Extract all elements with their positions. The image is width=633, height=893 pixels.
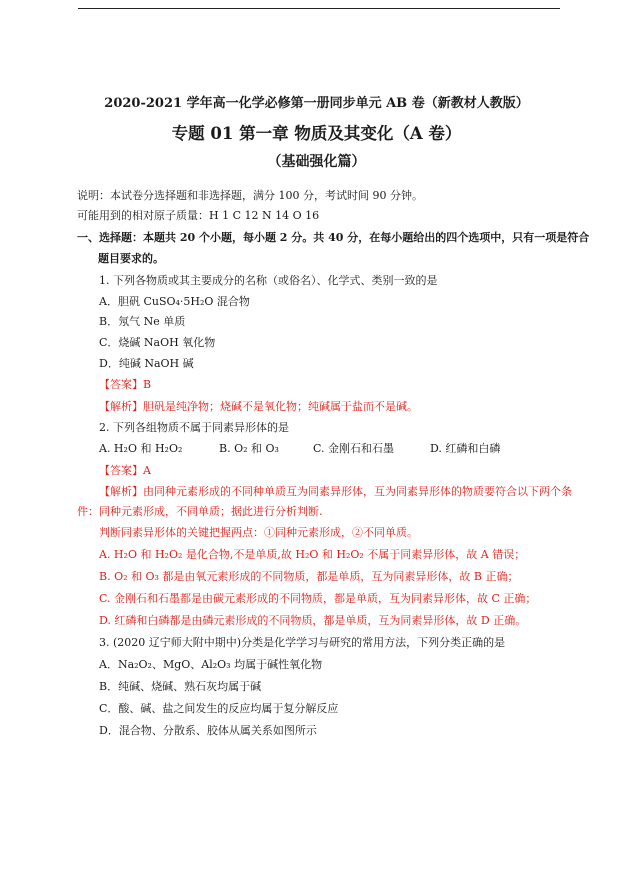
q2-explain-b: B. O₂ 和 O₃ 都是由氧元素形成的不同物质，都是单质，互为同素异形体，故 B 正确； — [99, 570, 519, 583]
q2-answer: 【答案】A — [99, 464, 151, 477]
q3-option-a: A．Na₂O₂、MgO、Al₂O₃ 均属于碱性氧化物 — [99, 658, 323, 671]
doc-section-title: （基础强化篇） — [267, 154, 366, 170]
q3-option-d: D．混合物、分散系、胶体从属关系如图所示 — [99, 724, 317, 737]
section1-heading: 一、选择题：本题共 20 个小题，每小题 2 分。共 40 分，在每小题给出的四个选项中，只有一项是符合 — [77, 231, 590, 244]
header-rule — [78, 8, 560, 9]
q1-option-b: B．氖气 Ne 单质 — [99, 315, 186, 328]
q2-explain-a: A. H₂O 和 H₂O₂ 是化合物,不是单质,故 H₂O 和 H₂O₂ 不属于同素异形体，故 A 错误； — [99, 548, 526, 561]
q3-option-c: C．酸、碱、盐之间发生的反应均属于复分解反应 — [99, 702, 339, 715]
q2-option-a: A. H₂O 和 H₂O₂ — [99, 442, 183, 455]
q1-option-c: C．烧碱 NaOH 氧化物 — [99, 336, 216, 349]
q2-analysis-1: 【解析】由同种元素形成的不同种单质互为同素异形体，互为同素异形体的物质要符合以下两个条 — [99, 485, 572, 498]
q2-analysis-2: 件：同种元素形成，不同单质；据此进行分析判断. — [77, 505, 323, 518]
doc-subtitle: 专题 01 第一章 物质及其变化（A 卷） — [171, 124, 462, 143]
q1-option-d: D．纯碱 NaOH 碱 — [99, 357, 194, 370]
q2-option-c: C. 金刚石和石墨 — [313, 442, 395, 455]
intro-note: 说明：本试卷分选择题和非选择题，满分 100 分，考试时间 90 分钟。 — [77, 189, 423, 202]
q2-explain-d: D. 红磷和白磷都是由磷元素形成的不同物质，都是单质，互为同素异形体，故 D 正确。 — [99, 614, 527, 627]
q1-analysis: 【解析】胆矾是纯净物；烧碱不是氧化物；纯碱属于盐而不是碱。 — [99, 400, 418, 413]
section1-heading-cont: 题目要求的。 — [98, 252, 164, 265]
q3-option-b: B．纯碱、烧碱、熟石灰均属于碱 — [99, 680, 262, 693]
q2-analysis-3: 判断同素异形体的关键把握两点：①同种元素形成，②不同单质。 — [99, 526, 418, 539]
doc-title: 2020-2021 学年高一化学必修第一册同步单元 AB 卷（新教材人教版） — [104, 96, 529, 111]
q2-option-d: D. 红磷和白磷 — [430, 442, 501, 455]
q3-stem: 3. (2020 辽宁师大附中期中)分类是化学学习与研究的常用方法，下列分类正确的是 — [99, 636, 506, 649]
q1-stem: 1. 下列各物质或其主要成分的名称（或俗名）、化学式、类别一致的是 — [99, 274, 438, 287]
q1-answer: 【答案】B — [99, 378, 152, 391]
intro-masses: 可能用到的相对原子质量：H 1 C 12 N 14 O 16 — [77, 209, 320, 222]
q2-option-b: B. O₂ 和 O₃ — [219, 442, 279, 455]
q2-stem: 2. 下列各组物质不属于同素异形体的是 — [99, 421, 289, 434]
q1-option-a: A．胆矾 CuSO₄·5H₂O 混合物 — [99, 295, 250, 308]
q2-explain-c: C. 金刚石和石墨都是由碳元素形成的不同物质，都是单质，互为同素异形体，故 C 正确； — [99, 592, 537, 605]
